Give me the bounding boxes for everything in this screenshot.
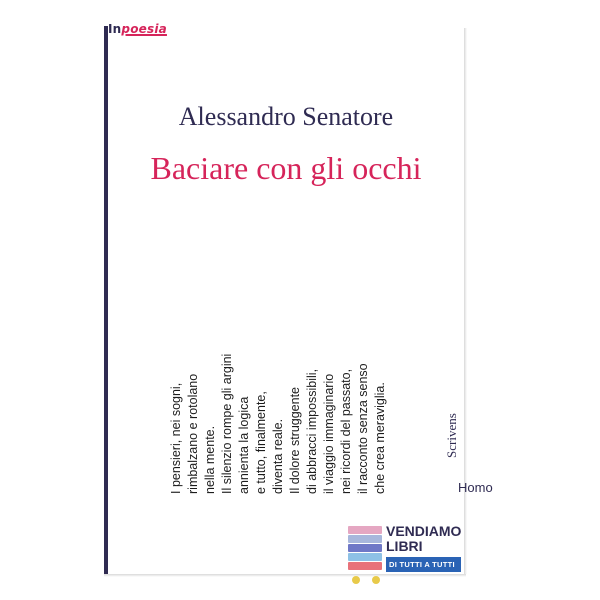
cart-wheel-icon <box>352 576 360 584</box>
series-prefix: In <box>108 22 122 36</box>
poem-line: I pensieri, nei sogni, <box>169 382 183 494</box>
poem-line: Il silenzio rompe gli argini <box>220 353 234 494</box>
book-icon <box>348 553 382 561</box>
book-icon <box>348 562 382 570</box>
poem-line: che crea meraviglia. <box>373 382 387 494</box>
poem-line: il racconto senza senso <box>356 363 370 494</box>
badge-line3: DI TUTTI A TUTTI <box>386 557 461 572</box>
badge-line2: LIBRI <box>386 538 423 554</box>
vendiamo-libri-badge <box>348 522 462 584</box>
poem-line: Il dolore struggente <box>288 386 302 494</box>
poem-line: annienta la logica <box>237 396 251 494</box>
series-name: poesia <box>121 22 167 36</box>
badge-text <box>386 524 461 572</box>
book-stack-icon <box>348 526 384 578</box>
book-icon <box>348 544 382 552</box>
poem-line: nei ricordi del passato, <box>339 368 353 494</box>
poem-rotated <box>168 294 387 494</box>
series-logo <box>108 22 167 36</box>
book-icon <box>348 526 382 534</box>
cart-wheel-icon <box>372 576 380 584</box>
poem-line: di abbracci impossibili, <box>305 368 319 494</box>
poem-line: il viaggio immaginario <box>322 373 336 494</box>
book-title: Baciare con gli occhi <box>150 150 422 186</box>
poem-line: e tutto, finalmente, <box>254 391 268 494</box>
badge-line1: VENDIAMO <box>386 523 462 539</box>
publisher-name: Scrivens <box>444 413 459 458</box>
author-name: Alessandro Senatore <box>178 102 394 131</box>
poem-line: nella mente. <box>203 425 217 494</box>
poem-block <box>168 294 387 494</box>
publisher-mark: Homo <box>458 480 493 495</box>
book-icon <box>348 535 382 543</box>
poem-line: diventa reale. <box>271 418 285 494</box>
poem-line: rimbalzano e rotolano <box>186 373 200 494</box>
